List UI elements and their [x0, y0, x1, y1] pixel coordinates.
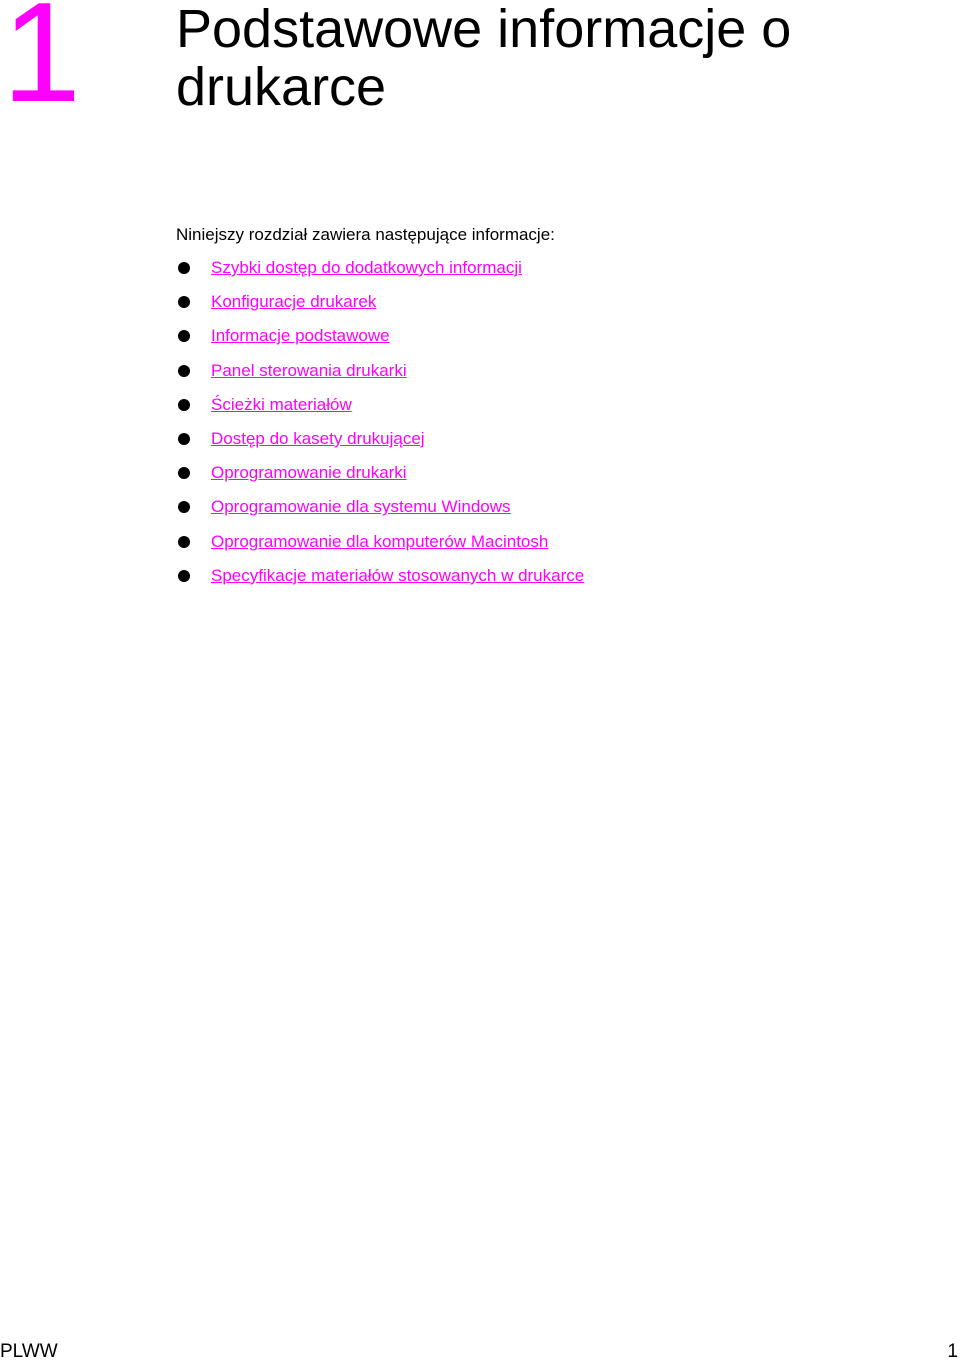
- bullet-icon: [178, 501, 190, 513]
- toc-link-basic-information[interactable]: Informacje podstawowe: [211, 326, 390, 346]
- list-item: [176, 565, 584, 599]
- toc-link-macintosh-software[interactable]: Oprogramowanie dla komputerów Macintosh: [211, 531, 549, 551]
- footer-page-number: 1: [947, 1341, 958, 1362]
- list-item: [176, 257, 584, 291]
- toc-link-control-panel[interactable]: Panel sterowania drukarki: [211, 360, 407, 380]
- list-item: [176, 496, 584, 530]
- list-item: [176, 291, 584, 325]
- list-item: [176, 394, 584, 428]
- toc-link-media-specifications[interactable]: Specyfikacje materiałów stosowanych w drukarce: [211, 565, 585, 585]
- bullet-icon: [178, 399, 190, 411]
- list-item: [176, 531, 584, 565]
- toc-link-windows-software[interactable]: Oprogramowanie dla systemu Windows: [211, 497, 511, 517]
- chapter-title: Podstawowe informacje o drukarce: [176, 0, 792, 117]
- bullet-icon: [178, 536, 190, 548]
- list-item: [176, 325, 584, 359]
- list-item: [176, 462, 584, 496]
- bullet-icon: [178, 570, 190, 582]
- toc-list: [176, 257, 584, 599]
- list-item: [176, 360, 584, 394]
- footer-doc-id: PLWW: [0, 1341, 58, 1362]
- bullet-icon: [178, 365, 190, 377]
- toc-link-printer-software[interactable]: Oprogramowanie drukarki: [211, 463, 407, 483]
- bullet-icon: [178, 467, 190, 479]
- toc-link-quick-access[interactable]: Szybki dostęp do dodatkowych informacji: [211, 258, 522, 277]
- chapter-number: 1: [2, 0, 81, 132]
- bullet-icon: [178, 433, 190, 445]
- bullet-icon: [178, 330, 190, 342]
- toc-link-media-paths[interactable]: Ścieżki materiałów: [211, 394, 352, 414]
- list-item: [176, 428, 584, 462]
- toc-link-cartridge-access[interactable]: Dostęp do kasety drukującej: [211, 428, 425, 448]
- intro-text: Niniejszy rozdział zawiera następujące informacje:: [176, 225, 555, 244]
- bullet-icon: [178, 296, 190, 308]
- bullet-icon: [178, 262, 190, 274]
- toc-link-printer-configurations[interactable]: Konfiguracje drukarek: [211, 292, 377, 312]
